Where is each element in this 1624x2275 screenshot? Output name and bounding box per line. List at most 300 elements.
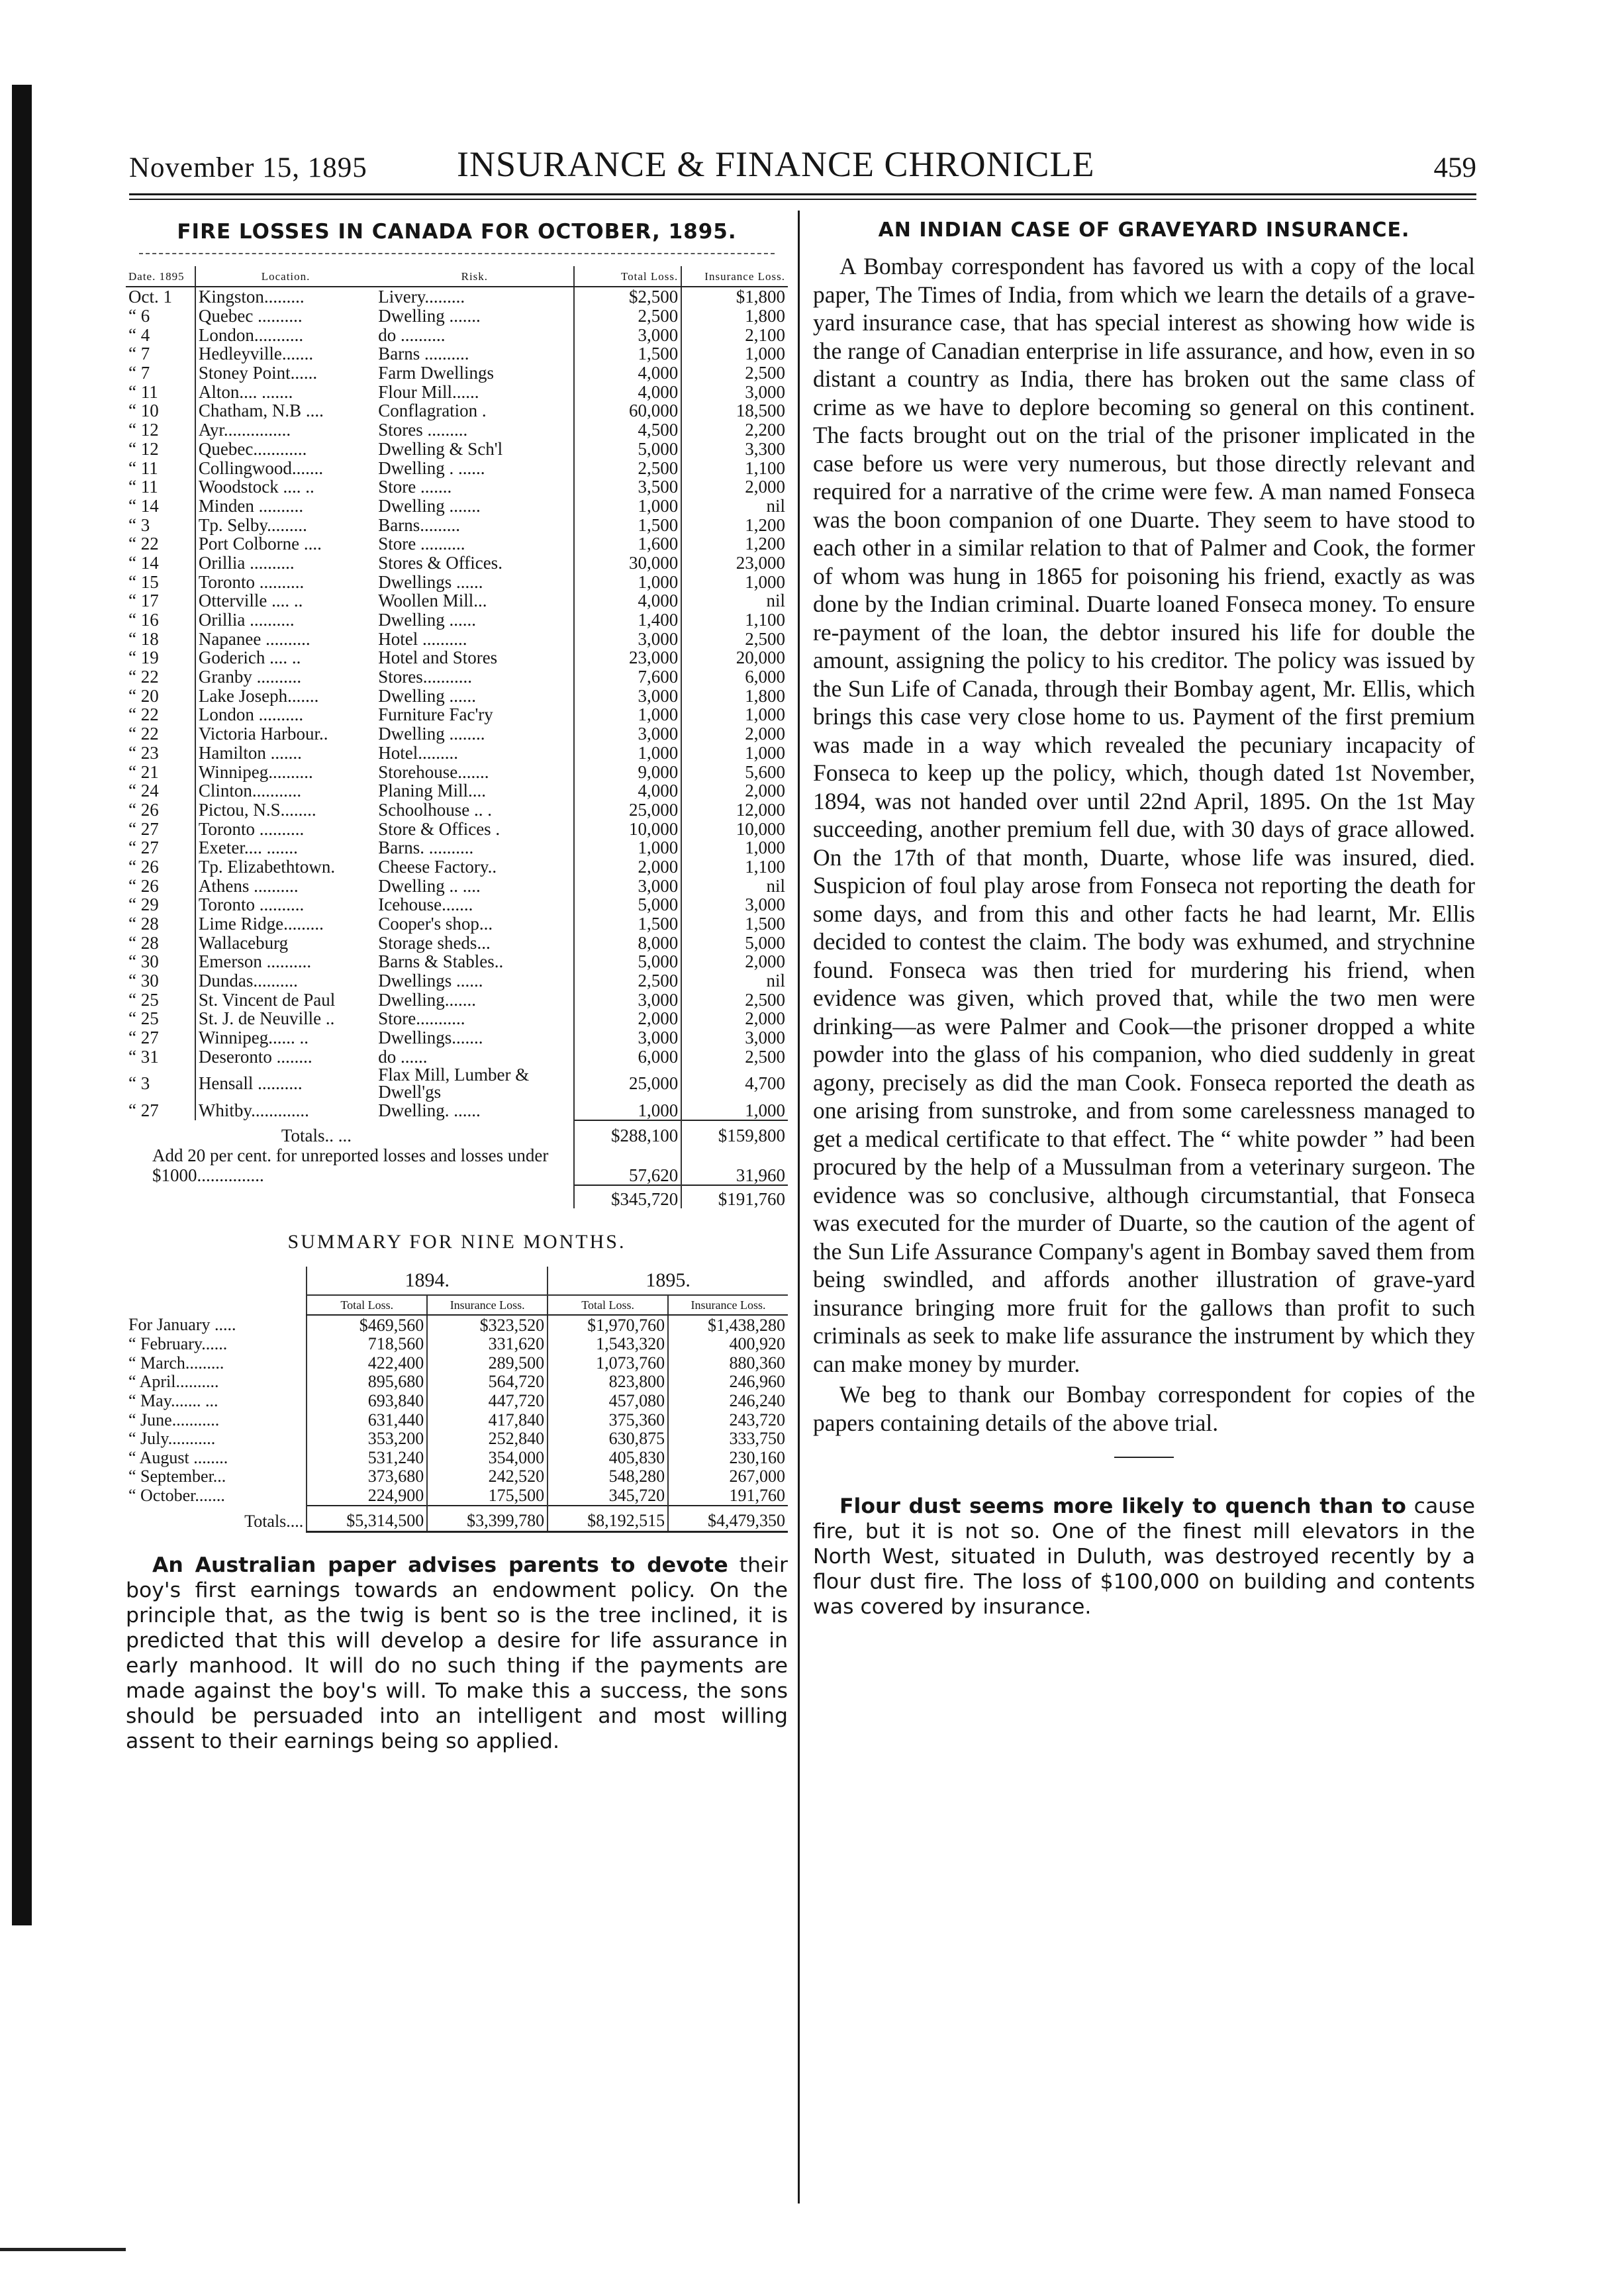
summary-title: SUMMARY FOR NINE MONTHS.	[287, 1231, 626, 1253]
summary-1895-total: 1,543,320	[548, 1335, 668, 1354]
row-insurance-loss: 1,100	[681, 857, 788, 877]
issue-date: November 15, 1895	[129, 152, 367, 183]
australian-body: their boy's first earnings towards an endowment policy. On the principle that, as the twig is bent so is the tree inclined, it is predicted that this will develop a desire for life assurance in early manhood. It will do no such thing if the payments are made against the boy's will. To make this a success, the sons should be persuaded into an intelligent and most willing assent to their earnings being so applied.	[126, 1553, 788, 1753]
summary-month: For January .....	[128, 1315, 236, 1335]
row-total-loss: 1,000	[574, 705, 681, 724]
row-total-loss: 1,500	[574, 344, 681, 363]
summary-1895-insurance: 246,960	[668, 1373, 788, 1392]
row-date: “ 22	[128, 667, 159, 687]
row-insurance-loss: 2,000	[681, 781, 788, 800]
row-location: Kingston.........	[195, 287, 375, 307]
row-location: London...........	[195, 325, 375, 344]
row-location: Pictou, N.S........	[195, 800, 375, 820]
row-location: Quebec ..........	[195, 307, 375, 326]
row-date: “ 6	[128, 306, 150, 326]
summary-total-1895-insurance: $4,479,350	[668, 1506, 788, 1531]
row-risk: Hotel ..........	[378, 628, 467, 649]
row-insurance-loss: 2,500	[681, 1047, 788, 1067]
flour-dust-paragraph	[813, 1494, 1475, 1620]
row-risk: Cheese Factory..	[378, 856, 497, 877]
row-insurance-loss: 1,500	[681, 914, 788, 934]
table-row	[126, 629, 788, 648]
table-row	[126, 971, 788, 991]
summary-year-1894: 1894.	[307, 1267, 548, 1295]
summary-1895-insurance: $1,438,280	[668, 1315, 788, 1335]
row-total-loss: 1,400	[574, 610, 681, 630]
row-total-loss: 4,000	[574, 363, 681, 383]
fire-losses-add-row	[126, 1145, 788, 1185]
fire-losses-header-row	[126, 266, 788, 287]
row-total-loss: 3,000	[574, 325, 681, 344]
row-insurance-loss: 5,000	[681, 933, 788, 952]
row-risk: Store & Offices .	[378, 818, 501, 839]
row-risk: Barns.........	[378, 514, 460, 535]
row-risk: Hotel and Stores	[378, 648, 498, 668]
summary-1894-insurance: 564,720	[427, 1373, 548, 1392]
row-location: Whitby.............	[195, 1100, 375, 1120]
summary-month: “ May....... ...	[128, 1390, 218, 1410]
summary-1894-insurance: 175,500	[427, 1486, 548, 1506]
fire-losses-body	[126, 287, 788, 1120]
row-location: Toronto ..........	[195, 572, 375, 591]
row-location: Athens ..........	[195, 876, 375, 895]
row-insurance-loss: 20,000	[681, 648, 788, 667]
summary-month: “ August ........	[128, 1447, 228, 1467]
table-row	[126, 1467, 788, 1486]
summary-1894-total: $469,560	[307, 1315, 427, 1335]
row-total-loss: 3,000	[574, 724, 681, 744]
summary-1894-insurance: 447,720	[427, 1392, 548, 1411]
summary-1894-insurance: $323,520	[427, 1315, 548, 1335]
grand-insurance-loss: $191,760	[681, 1185, 788, 1209]
table-row	[126, 724, 788, 744]
row-total-loss: 3,000	[574, 990, 681, 1009]
table-row	[126, 610, 788, 630]
summary-1895-insurance: 333,750	[668, 1429, 788, 1449]
row-location: Victoria Harbour..	[195, 724, 375, 744]
table-row	[126, 781, 788, 800]
row-date: “ 20	[128, 685, 159, 706]
row-risk: do ......	[378, 1046, 428, 1067]
row-risk: Planing Mill....	[378, 781, 486, 801]
table-row	[126, 838, 788, 857]
table-row	[126, 762, 788, 781]
fire-losses-table	[126, 266, 788, 1208]
row-risk: Farm Dwellings	[378, 363, 494, 383]
row-date: “ 4	[128, 324, 150, 345]
row-insurance-loss: 2,000	[681, 952, 788, 971]
row-location: Ayr...............	[195, 420, 375, 440]
row-total-loss: 5,000	[574, 895, 681, 914]
row-date: “ 19	[128, 648, 159, 668]
row-date: “ 21	[128, 761, 159, 782]
row-location: Emerson ..........	[195, 952, 375, 971]
table-row	[126, 1429, 788, 1449]
indian-case-paragraph-2: We beg to thank our Bombay correspondent for copies of the papers containing details of the above trial.	[813, 1381, 1475, 1436]
table-row	[126, 705, 788, 724]
left-column	[126, 212, 788, 1754]
row-date: “ 27	[128, 818, 159, 839]
row-total-loss: 7,600	[574, 667, 681, 687]
fire-losses-title: FIRE LOSSES IN CANADA FOR OCTOBER, 1895.	[177, 220, 737, 244]
row-total-loss: 6,000	[574, 1047, 681, 1067]
row-total-loss: 3,500	[574, 477, 681, 497]
row-risk: Dwelling .......	[378, 306, 481, 326]
row-location: Toronto ..........	[195, 895, 375, 914]
summary-1894-insurance: 252,840	[427, 1429, 548, 1449]
row-location: Stoney Point......	[195, 363, 375, 383]
table-row	[126, 1315, 788, 1335]
table-row	[126, 1009, 788, 1028]
row-insurance-loss: 3,000	[681, 895, 788, 914]
flour-dust-lead: Flour dust seems more likely to quench than to	[839, 1494, 1406, 1518]
summary-total-1895-total: $8,192,515	[548, 1506, 668, 1531]
summary-1895-total: 823,800	[548, 1373, 668, 1392]
fire-losses-grand-row	[126, 1185, 788, 1209]
row-date: “ 15	[128, 571, 159, 592]
page-header	[129, 142, 1476, 189]
row-insurance-loss: 1,000	[681, 705, 788, 724]
right-column	[813, 212, 1475, 1620]
summary-1894-insurance: 289,500	[427, 1353, 548, 1373]
row-location: Hedleyville.......	[195, 344, 375, 363]
row-total-loss: 60,000	[574, 401, 681, 420]
add-insurance-loss: 31,960	[681, 1145, 788, 1185]
row-location: Winnipeg...... ..	[195, 1028, 375, 1047]
table-row	[126, 857, 788, 877]
row-risk: Storehouse.......	[378, 761, 489, 782]
row-location: Napanee ..........	[195, 629, 375, 648]
table-row	[126, 591, 788, 610]
row-total-loss: 2,500	[574, 971, 681, 991]
summary-1894-total: 895,680	[307, 1373, 427, 1392]
row-location: Exeter.... .......	[195, 838, 375, 857]
australian-paragraph	[126, 1553, 788, 1754]
summary-month: “ July...........	[128, 1429, 216, 1449]
row-date: “ 16	[128, 610, 159, 630]
row-insurance-loss: 2,000	[681, 477, 788, 497]
row-location: Lime Ridge.........	[195, 914, 375, 934]
add-percent-label: Add 20 per cent. for unreported losses and losses under $1000...............	[152, 1145, 549, 1185]
row-insurance-loss: nil	[681, 971, 788, 991]
row-risk: Dwelling ......	[378, 685, 476, 706]
sub-total-loss-1894: Total Loss.	[307, 1295, 427, 1315]
row-insurance-loss: 3,000	[681, 382, 788, 401]
row-insurance-loss: 6,000	[681, 667, 788, 687]
table-row	[126, 1392, 788, 1411]
row-date: “ 3	[128, 514, 150, 535]
col-header-insurance-loss: Insurance Loss.	[681, 266, 788, 287]
summary-1894-total: 718,560	[307, 1335, 427, 1354]
summary-1895-total: 457,080	[548, 1392, 668, 1411]
summary-1895-total: 375,360	[548, 1410, 668, 1429]
summary-1895-insurance: 230,160	[668, 1448, 788, 1467]
summary-1895-total: 630,875	[548, 1429, 668, 1449]
row-risk: Dwelling .. ....	[378, 875, 481, 896]
row-insurance-loss: 1,000	[681, 344, 788, 363]
row-date: “ 30	[128, 971, 159, 991]
row-total-loss: 4,000	[574, 591, 681, 610]
summary-1894-insurance: 331,620	[427, 1335, 548, 1354]
row-insurance-loss: 1,800	[681, 307, 788, 326]
row-location: Port Colborne ....	[195, 534, 375, 554]
row-date: “ 27	[128, 838, 159, 858]
column-divider	[798, 211, 800, 2203]
table-row	[126, 876, 788, 895]
summary-month: “ October.......	[128, 1486, 225, 1506]
indian-case-paragraph-1: A Bombay correspondent has favored us with a copy of the local paper, The Times of India, from which we learn the details of a grave-yard insurance case, that has special interest as showing how wide is the range of Canadian enterprise in life assurance, and how, even in so distant a country as India, there has broken out the same class of crime as we have to deplore becoming so general on this continent. The facts brought out on the trial of the prisoner implicated in the case before us were very numerous, but those directly relevant and required for a narrative of the crime were few. A man named Fonseca was the boon companion of one Duarte. They seem to have stood to each other in a similar relation to that of Palmer and Cook, the former of whom was hung in 1865 for poisoning his friend, exactly as was done by the Indian criminal. Duarte loaned Fonseca money. To ensure re-payment of the loan, the debtor insured his life for double the amount, assigning the policy to his creditor. The policy was issued by the Sun Life of Canada, through their Bombay agent, Mr. Ellis, which brings this case very close home to us. Payment of the first premium was made in a way which revealed the pecuniary incapacity of Fonseca to keep up the policy, which, though dated 1st November, 1894, was not handed over until 22nd April, 1895. On the 1st May succeeding, another premium fell due, with 30 days of grace allowed. On the 17th of that month, Duarte, whose life was insured, died. Suspicion of foul play arose from Fonseca not reporting the death for some days, and from this and other facts he had learnt, Mr. Ellis decided to contest the claim. The body was exhumed, and strychnine found. Fonseca was then tried for murdering his friend, when evidence was given, which proved that, while the two men were drinking—as were Palmer and Cook—the prisoner dropped a white powder into the glass of his companion, who died suddenly in great agony, precisely as did the man Cook. Fonseca reported the death as one arising from sunstroke, and from some carelessness managed to get a medical certificate to that effect. The “ white powder ” had been procured by the help of a Mussulman from a veterinary surgeon. The evidence was so conclusive, although circumstantial, that Fonseca was executed for the murder of Duarte, so the caution of the agent of the Sun Life Assurance Company's agent in Bombay saved them from being swindled, and affords another illustration of grave-yard insurance bringing more fruit for the gallows than profit to such criminals as seek to make life assurance the instrument by which they can make money by murder.	[813, 253, 1475, 1377]
summary-table	[126, 1267, 788, 1533]
row-risk: Barns & Stables..	[378, 951, 504, 972]
row-risk: Stores .........	[378, 420, 468, 440]
title-underline	[139, 253, 775, 254]
summary-total-1894-insurance: $3,399,780	[427, 1506, 548, 1531]
summary-1895-insurance: 400,920	[668, 1335, 788, 1354]
row-total-loss: 3,000	[574, 686, 681, 705]
row-insurance-loss: 10,000	[681, 819, 788, 838]
row-location: Hamilton .......	[195, 744, 375, 763]
col-header-total-loss: Total Loss.	[574, 266, 681, 287]
row-total-loss: 1,600	[574, 534, 681, 554]
row-date: “ 24	[128, 781, 159, 801]
row-total-loss: 2,000	[574, 1009, 681, 1028]
summary-month: “ February......	[128, 1334, 228, 1354]
summary-1895-total: 405,830	[548, 1448, 668, 1467]
row-risk: Storage sheds...	[378, 932, 491, 953]
row-date: “ 26	[128, 875, 159, 896]
table-row	[126, 1486, 788, 1506]
row-location: Wallaceburg	[195, 933, 375, 952]
row-total-loss: 1,500	[574, 515, 681, 534]
row-location: Collingwood.......	[195, 458, 375, 477]
row-date: “ 14	[128, 495, 159, 516]
row-location: Goderich .... ..	[195, 648, 375, 667]
row-risk: Stores...........	[378, 667, 472, 687]
row-date: “ 27	[128, 1028, 159, 1048]
row-location: Deseronto ........	[195, 1047, 375, 1067]
table-row	[126, 1335, 788, 1354]
row-location: Dundas..........	[195, 971, 375, 991]
row-location: St. J. de Neuville ..	[195, 1009, 375, 1028]
grand-total-loss: $345,720	[574, 1185, 681, 1209]
row-insurance-loss: 1,200	[681, 534, 788, 554]
row-date: “ 3	[128, 1073, 150, 1094]
row-insurance-loss: 2,500	[681, 363, 788, 383]
summary-1894-total: 373,680	[307, 1467, 427, 1486]
row-date: “ 22	[128, 534, 159, 554]
row-date: “ 17	[128, 591, 159, 611]
row-risk: Dwelling ........	[378, 724, 485, 744]
row-insurance-loss: 3,300	[681, 440, 788, 459]
row-risk: Store...........	[378, 1008, 465, 1029]
sub-total-loss-1895: Total Loss.	[548, 1295, 668, 1315]
row-date: “ 26	[128, 856, 159, 877]
fire-losses-totals-row	[126, 1120, 788, 1145]
row-location: Tp. Elizabethtown.	[195, 857, 375, 877]
flour-dust-body: cause fire, but it is not so. One of the finest mill elevators in the North West, situated in Duluth, was destroyed recently by a flour dust fire. The loss of $100,000 on building and contents was covered by insurance.	[813, 1494, 1476, 1619]
table-row	[126, 667, 788, 687]
table-row	[126, 515, 788, 534]
row-location: London ..........	[195, 705, 375, 724]
row-date: “ 25	[128, 1008, 159, 1029]
row-total-loss: 8,000	[574, 933, 681, 952]
table-row	[126, 800, 788, 820]
table-row	[126, 990, 788, 1009]
row-total-loss: 2,500	[574, 307, 681, 326]
row-location: Quebec............	[195, 440, 375, 459]
table-row	[126, 401, 788, 420]
table-row	[126, 895, 788, 914]
row-insurance-loss: nil	[681, 591, 788, 610]
row-insurance-loss: 1,100	[681, 610, 788, 630]
row-total-loss: 25,000	[574, 1066, 681, 1100]
row-insurance-loss: 1,000	[681, 572, 788, 591]
summary-1895-insurance: 267,000	[668, 1467, 788, 1486]
summary-year-row	[126, 1267, 788, 1295]
summary-month: “ September...	[128, 1467, 226, 1486]
table-row	[126, 933, 788, 952]
summary-total-1894-total: $5,314,500	[307, 1506, 427, 1531]
table-row	[126, 952, 788, 971]
header-rule	[129, 193, 1476, 195]
row-insurance-loss: 2,100	[681, 325, 788, 344]
summary-body	[126, 1315, 788, 1506]
table-row	[126, 1047, 788, 1067]
table-row	[126, 819, 788, 838]
row-location: Toronto ..........	[195, 819, 375, 838]
row-location: Hensall ..........	[195, 1066, 375, 1100]
row-total-loss: 3,000	[574, 629, 681, 648]
row-location: Woodstock .... ..	[195, 477, 375, 497]
row-total-loss: 30,000	[574, 554, 681, 573]
row-date: “ 28	[128, 914, 159, 934]
row-date: “ 10	[128, 401, 159, 421]
row-risk: Dwelling . ......	[378, 458, 485, 478]
row-insurance-loss: 5,600	[681, 762, 788, 781]
row-insurance-loss: 1,100	[681, 458, 788, 477]
summary-1895-total: 548,280	[548, 1467, 668, 1486]
row-total-loss: 4,500	[574, 420, 681, 440]
summary-1895-total: $1,970,760	[548, 1315, 668, 1335]
row-total-loss: 4,000	[574, 781, 681, 800]
row-risk: Dwellings.......	[378, 1028, 483, 1048]
row-date: “ 14	[128, 552, 159, 573]
table-row	[126, 325, 788, 344]
table-row	[126, 477, 788, 497]
row-total-loss: 1,000	[574, 497, 681, 516]
row-total-loss: 23,000	[574, 648, 681, 667]
summary-1895-insurance: 191,760	[668, 1486, 788, 1506]
table-row	[126, 686, 788, 705]
row-insurance-loss: 3,000	[681, 1028, 788, 1047]
row-location: Orillia ..........	[195, 554, 375, 573]
table-row	[126, 1066, 788, 1100]
table-row	[126, 554, 788, 573]
table-row	[126, 744, 788, 763]
row-total-loss: 1,000	[574, 744, 681, 763]
summary-1894-total: 693,840	[307, 1392, 427, 1411]
row-location: Winnipeg..........	[195, 762, 375, 781]
row-insurance-loss: 1,200	[681, 515, 788, 534]
table-row	[126, 440, 788, 459]
row-insurance-loss: 1,000	[681, 838, 788, 857]
table-row	[126, 648, 788, 667]
scan-edge-bar	[12, 85, 32, 1925]
summary-totals-label: Totals....	[244, 1511, 304, 1531]
row-total-loss: 1,500	[574, 914, 681, 934]
row-risk: Conflagration .	[378, 401, 487, 421]
row-risk: do ..........	[378, 324, 446, 345]
row-insurance-loss: 12,000	[681, 800, 788, 820]
table-row	[126, 497, 788, 516]
row-risk: Icehouse.......	[378, 895, 473, 915]
row-risk: Furniture Fac'ry	[378, 704, 493, 725]
table-row	[126, 420, 788, 440]
table-row	[126, 287, 788, 307]
summary-1894-total: 631,440	[307, 1410, 427, 1429]
summary-1894-total: 531,240	[307, 1448, 427, 1467]
summary-month: “ June...........	[128, 1410, 220, 1429]
row-risk: Dwellings ......	[378, 971, 483, 991]
row-insurance-loss: 2,000	[681, 1009, 788, 1028]
summary-1895-total: 1,073,760	[548, 1353, 668, 1373]
row-insurance-loss: 1,000	[681, 1100, 788, 1120]
row-risk: Store .......	[378, 477, 452, 497]
australian-lead: An Australian paper advises parents to devote	[152, 1553, 728, 1577]
row-insurance-loss: 2,500	[681, 990, 788, 1009]
row-date: “ 18	[128, 628, 159, 649]
header-rule-thin	[129, 199, 1476, 200]
row-location: Tp. Selby.........	[195, 515, 375, 534]
summary-1894-total: 224,900	[307, 1486, 427, 1506]
row-date: “ 31	[128, 1046, 159, 1067]
row-date: “ 23	[128, 742, 159, 763]
summary-1895-insurance: 880,360	[668, 1353, 788, 1373]
row-total-loss: 5,000	[574, 952, 681, 971]
table-row	[126, 572, 788, 591]
summary-1894-insurance: 354,000	[427, 1448, 548, 1467]
row-insurance-loss: 2,200	[681, 420, 788, 440]
row-total-loss: 1,000	[574, 572, 681, 591]
summary-year-1895: 1895.	[548, 1267, 788, 1295]
row-risk: Stores & Offices.	[378, 552, 502, 573]
row-insurance-loss: 23,000	[681, 554, 788, 573]
row-date: “ 11	[128, 477, 158, 497]
row-risk: Barns. ..........	[378, 838, 474, 858]
summary-1895-insurance: 243,720	[668, 1410, 788, 1429]
row-total-loss: 5,000	[574, 440, 681, 459]
summary-1894-insurance: 242,520	[427, 1467, 548, 1486]
row-date: “ 25	[128, 989, 159, 1010]
row-date: “ 7	[128, 344, 150, 364]
row-risk: Hotel.........	[378, 742, 458, 763]
col-header-location: Location.	[195, 266, 375, 287]
table-row	[126, 1373, 788, 1392]
totals-insurance-loss: $159,800	[681, 1120, 788, 1145]
sub-insurance-loss-1895: Insurance Loss.	[668, 1295, 788, 1315]
publication-title: INSURANCE & FINANCE CHRONICLE	[457, 144, 1095, 184]
row-total-loss: 9,000	[574, 762, 681, 781]
row-risk: Livery.........	[378, 287, 465, 307]
row-insurance-loss: 4,700	[681, 1066, 788, 1100]
row-location: Lake Joseph.......	[195, 686, 375, 705]
summary-1894-total: 353,200	[307, 1429, 427, 1449]
row-location: St. Vincent de Paul	[195, 990, 375, 1009]
row-total-loss: 3,000	[574, 876, 681, 895]
row-risk: Schoolhouse .. .	[378, 799, 492, 820]
row-date: “ 29	[128, 895, 159, 915]
summary-1895-insurance: 246,240	[668, 1392, 788, 1411]
